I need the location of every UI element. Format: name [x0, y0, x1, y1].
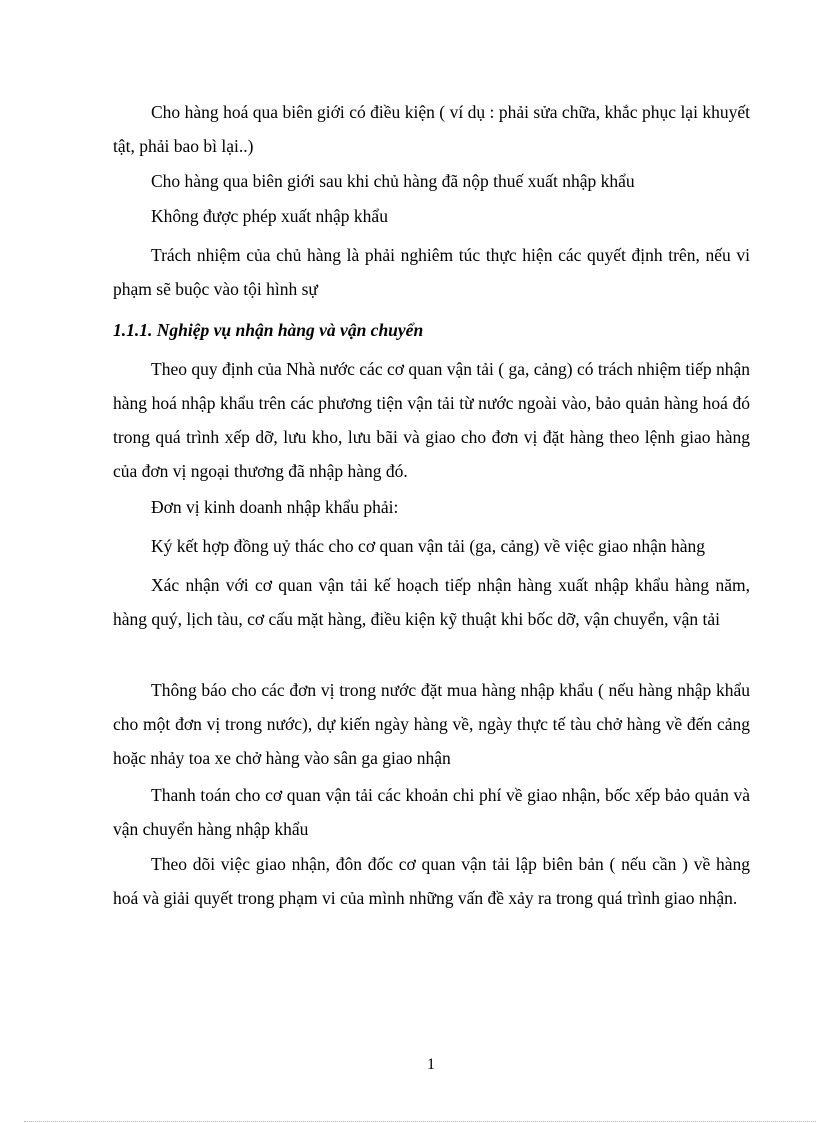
section-heading: 1.1.1. Nghiệp vụ nhận hàng và vận chuyển	[113, 320, 424, 340]
footer-divider	[24, 1121, 816, 1122]
paragraph-clearance-after-tax: Cho hàng qua biên giới sau khi chủ hàng đã nộp thuế xuất nhập khẩu	[151, 171, 635, 191]
paragraph-pay-costs: Thanh toán cho cơ quan vận tải các khoản chi phí về giao nhận, bốc xếp bảo quản và vận chuyển hàng nhập khẩu	[113, 785, 750, 839]
paragraph-owner-responsibility: Trách nhiệm của chủ hàng là phải nghiêm túc thực hiện các quyết định trên, nếu vi phạm sẽ buộc vào tội hình sự	[113, 245, 750, 299]
paragraph-sign-contract: Ký kết hợp đồng uỷ thác cho cơ quan vận tải (ga, cảng) về việc giao nhận hàng	[151, 536, 706, 556]
paragraph-conditional-clearance: Cho hàng hoá qua biên giới có điều kiện ( ví dụ : phải sửa chữa, khắc phục lại khuyết tật, phải bao bì lại..)	[113, 102, 750, 156]
paragraph-state-regulation: Theo quy định của Nhà nước các cơ quan vận tải ( ga, cảng) có trách nhiệm tiếp nhận hàng hoá nhập khẩu trên các phương tiện vận tải từ nước ngoài vào, bảo quản hàng hoá đó trong quá trình xếp dỡ, lưu kho, lưu bãi và giao cho đơn vị đặt hàng theo lệnh giao hàng của đơn vị ngoại thương đã nhập hàng đó.	[113, 359, 750, 481]
paragraph-importer-duties: Đơn vị kinh doanh nhập khẩu phải:	[151, 497, 399, 517]
page-number: 1	[427, 1056, 435, 1073]
paragraph-not-permitted: Không được phép xuất nhập khẩu	[151, 206, 388, 226]
paragraph-monitor-delivery: Theo dõi việc giao nhận, đôn đốc cơ quan vận tải lập biên bản ( nếu cần ) về hàng hoá và giải quyết trong phạm vi của mình những vấn đề xảy ra trong quá trình giao nhận.	[113, 854, 750, 908]
paragraph-notify-units: Thông báo cho các đơn vị trong nước đặt mua hàng nhập khẩu ( nếu hàng nhập khẩu cho một đơn vị trong nước), dự kiến ngày hàng về, ngày thực tế tàu chở hàng về đến cảng hoặc nhảy toa xe chở hàng vào sân ga giao nhận	[113, 680, 750, 768]
paragraph-confirm-plan: Xác nhận với cơ quan vận tải kế hoạch tiếp nhận hàng xuất nhập khẩu hàng năm, hàng quý, lịch tàu, cơ cấu mặt hàng, điều kiện kỹ thuật khi bốc dỡ, vận chuyển, vận tải	[113, 575, 750, 629]
